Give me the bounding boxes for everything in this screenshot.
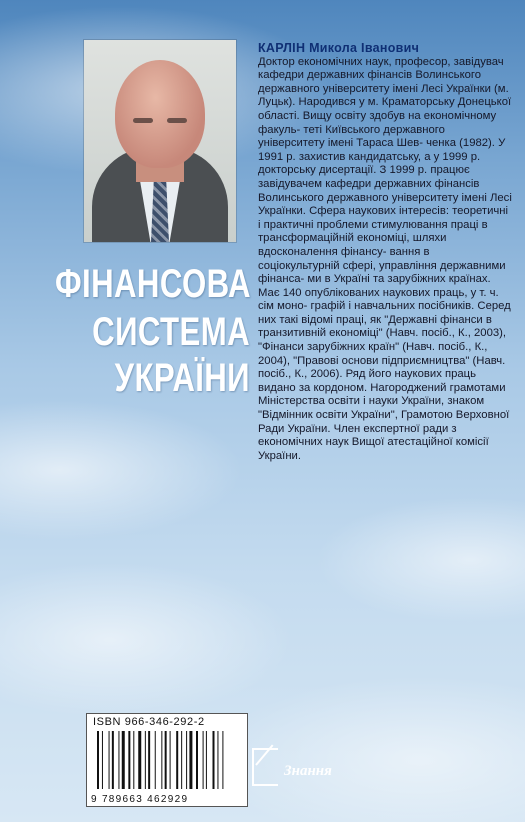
title-line-3: УКРАЇНИ xyxy=(114,356,250,400)
isbn-label: ISBN 966-346-292-2 xyxy=(93,716,205,728)
author-name xyxy=(258,42,512,56)
title-line-2: СИСТЕМА xyxy=(92,310,250,354)
author-photo xyxy=(84,40,236,242)
author-surname: КАРЛІН xyxy=(258,41,306,55)
publisher-name: Знання xyxy=(284,763,332,779)
barcode xyxy=(86,713,248,807)
barcode-bars xyxy=(97,731,239,789)
title-line-1: ФІНАНСОВА xyxy=(55,262,251,306)
author-bio-text: Доктор економічних наук, професор, завідувач кафедри державних фінансів Волинського державного університету імені Лесі Українки (м. Луцьк). Народився у м. Краматорську Донецької області. Вищу освіту здобув на економічному факуль- теті Київського державного університету імені Тараса Шев- ченка (1982). У 1991 р. захистив кандидатську, а у 1999 р. докторську дисертації. З 1999 р. працює завідувачем кафедри державних фінансів Волинського державного університету імені Лесі Українки. Сфера наукових інтересів: теоретичні і практичні проблеми стимулювання праці в трансформаційній економіці, шляхи вдосконалення фінансу- вання в соціокультурній сфері, управління державними фінанса- ми в Україні та зарубіжних країнах. Має 140 опублікованих наукових праць, у т. ч. сім моно- графій і навчальних посібників. Серед них такі відомі праці, як "Державні фінанси в транзитивній економіці" (Навч. посіб., К., 2003), "Фінанси зарубіжних країн" (Навч. посіб., К., 2004), "Правові основи підприємництва" (Навч. посіб., К., 2006). Ряд його наукових праць видано за кордоном. Нагороджений грамотами Міністерства освіти і науки України, знаком "Відмінник освіти України", Грамотою Верховної Ради України. Член експертної ради з економічних наук Вищої атестаційної комісії України. xyxy=(258,55,512,462)
barcode-number: 9 789663 462929 xyxy=(91,794,189,805)
author-given-names: Микола Іванович xyxy=(309,41,420,55)
publisher-logo-icon xyxy=(252,748,278,786)
author-bio-block xyxy=(258,42,512,463)
